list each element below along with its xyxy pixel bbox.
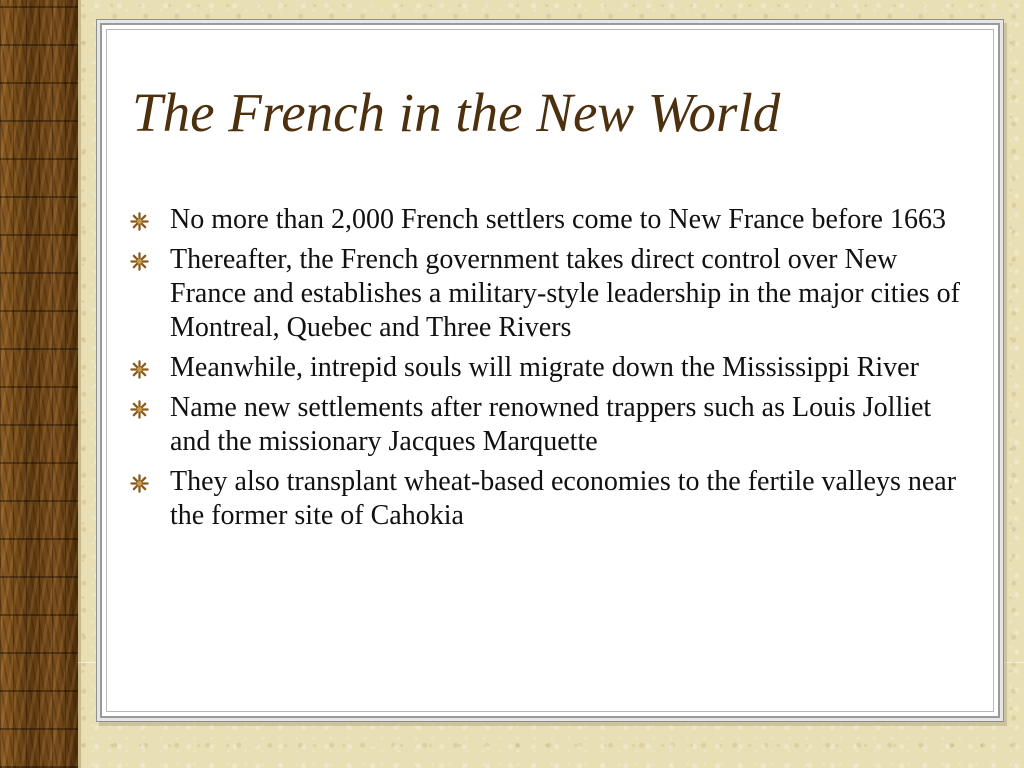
- bullet-item: [130, 465, 970, 533]
- bullet-text: Meanwhile, intrepid souls will migrate down the Mississippi River: [170, 352, 919, 383]
- starburst-icon: [130, 212, 149, 231]
- starburst-icon: [130, 474, 149, 493]
- bullet-item: [130, 243, 970, 345]
- bullet-text: Name new settlements after renowned trappers such as Louis Jolliet and the missionary Jacques Marquette: [170, 392, 932, 457]
- bullet-list: [130, 203, 970, 539]
- starburst-icon: [130, 252, 149, 271]
- bullet-item: [130, 391, 970, 459]
- bullet-text: They also transplant wheat-based economies to the fertile valleys near the former site of Cahokia: [170, 466, 957, 531]
- slide-title: The French in the New World: [132, 82, 781, 143]
- bullet-text: Thereafter, the French government takes direct control over New France and establishes a military-style leadership in the major cities of Montreal, Quebec and Three Rivers: [170, 244, 960, 343]
- decorative-wood-strip: [0, 0, 79, 768]
- bullet-item: [130, 203, 970, 237]
- bullet-text: No more than 2,000 French settlers come to New France before 1663: [170, 204, 946, 235]
- slide-panel: [100, 23, 1000, 718]
- starburst-icon: [130, 360, 149, 379]
- starburst-icon: [130, 400, 149, 419]
- bullet-item: [130, 351, 970, 385]
